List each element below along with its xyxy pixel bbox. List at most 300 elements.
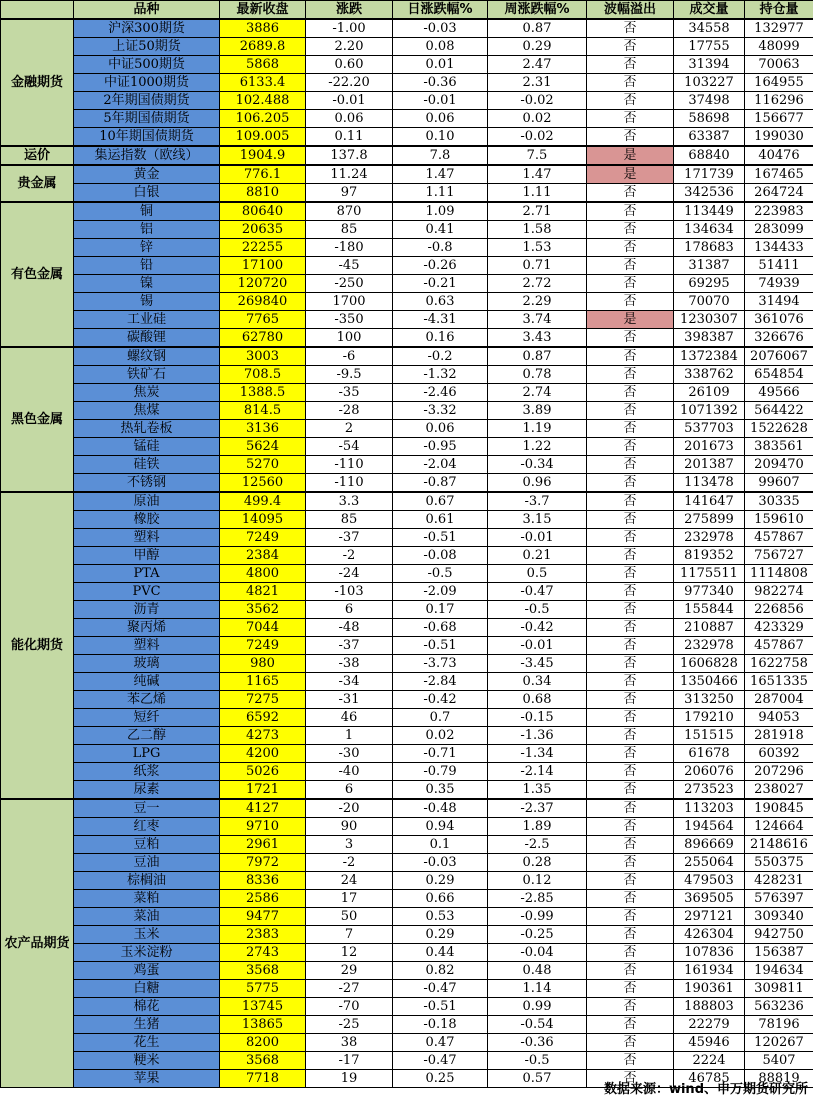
open-interest-cell: 209470 [745,456,813,474]
spill-flag-cell: 否 [587,962,674,980]
change-cell: -2 [306,854,393,872]
spill-flag-cell: 否 [587,547,674,565]
close-cell: 4127 [220,799,306,818]
change-cell: 2.20 [306,38,393,56]
open-interest-cell: 70063 [745,56,813,74]
open-interest-cell: 199030 [745,128,813,147]
change-cell: 137.8 [306,146,393,165]
change-cell: 19 [306,1070,393,1088]
weekly-pct-cell: 0.48 [488,962,587,980]
daily-pct-cell: 0.10 [393,128,488,147]
table-row [1,547,813,565]
daily-pct-cell: -0.03 [393,19,488,38]
volume-cell: 188803 [674,998,745,1016]
close-cell: 9710 [220,818,306,836]
close-cell: 8810 [220,184,306,203]
volume-cell: 37498 [674,92,745,110]
daily-pct-cell: 0.35 [393,781,488,800]
weekly-pct-cell: 2.74 [488,384,587,402]
table-row [1,239,813,257]
variety-cell: 粳米 [74,1052,220,1070]
daily-pct-cell: 0.02 [393,727,488,745]
volume-cell: 61678 [674,745,745,763]
close-cell: 2383 [220,926,306,944]
variety-cell: LPG [74,745,220,763]
spill-flag-cell: 否 [587,926,674,944]
table-row [1,474,813,493]
spill-flag-cell: 否 [587,275,674,293]
daily-pct-cell: 0.61 [393,511,488,529]
open-interest-cell: 132977 [745,19,813,38]
spill-flag-cell: 否 [587,1070,674,1088]
close-cell: 8200 [220,1034,306,1052]
daily-pct-cell: 7.8 [393,146,488,165]
volume-cell: 31394 [674,56,745,74]
daily-pct-cell: 0.29 [393,872,488,890]
spill-flag-cell: 否 [587,998,674,1016]
volume-cell: 161934 [674,962,745,980]
daily-pct-cell: 0.41 [393,221,488,239]
variety-cell: 沥青 [74,601,220,619]
variety-cell: 鸡蛋 [74,962,220,980]
weekly-pct-cell: -3.7 [488,492,587,511]
open-interest-cell: 60392 [745,745,813,763]
weekly-pct-cell: 0.12 [488,872,587,890]
open-interest-cell: 223983 [745,202,813,221]
change-cell: -38 [306,655,393,673]
table-row [1,165,813,184]
change-cell: -28 [306,402,393,420]
close-cell: 3136 [220,420,306,438]
open-interest-cell: 94053 [745,709,813,727]
variety-cell: 豆粕 [74,836,220,854]
weekly-pct-cell: 0.02 [488,110,587,128]
spill-flag-cell: 否 [587,239,674,257]
change-cell: -70 [306,998,393,1016]
weekly-pct-cell: 3.89 [488,402,587,420]
spill-flag-cell: 否 [587,1052,674,1070]
daily-pct-cell: -0.87 [393,474,488,493]
variety-cell: 锡 [74,293,220,311]
spill-flag-cell: 否 [587,1016,674,1034]
daily-pct-cell: 1.09 [393,202,488,221]
daily-pct-cell: -0.42 [393,691,488,709]
variety-cell: 焦炭 [74,384,220,402]
change-cell: -48 [306,619,393,637]
volume-cell: 141647 [674,492,745,511]
daily-pct-cell: 0.82 [393,962,488,980]
close-cell: 2689.8 [220,38,306,56]
daily-pct-cell: 0.16 [393,329,488,348]
volume-cell: 338762 [674,366,745,384]
open-interest-cell: 2076067 [745,347,813,366]
daily-pct-cell: -3.73 [393,655,488,673]
open-interest-cell: 49566 [745,384,813,402]
volume-cell: 1230307 [674,311,745,329]
change-cell: 7 [306,926,393,944]
daily-pct-cell: -0.68 [393,619,488,637]
variety-cell: 菜油 [74,908,220,926]
weekly-pct-cell: 0.68 [488,691,587,709]
table-row [1,221,813,239]
variety-cell: 5年期国债期货 [74,110,220,128]
close-cell: 7275 [220,691,306,709]
table-row [1,565,813,583]
group-label: 运价 [1,146,74,165]
volume-cell: 194564 [674,818,745,836]
close-cell: 2743 [220,944,306,962]
spill-flag-cell: 否 [587,799,674,818]
open-interest-cell: 457867 [745,529,813,547]
volume-cell: 398387 [674,329,745,348]
weekly-pct-cell: 0.57 [488,1070,587,1088]
close-cell: 814.5 [220,402,306,420]
table-row [1,184,813,203]
spill-flag-cell: 是 [587,311,674,329]
spill-flag-cell: 否 [587,565,674,583]
weekly-pct-cell: -2.5 [488,836,587,854]
daily-pct-cell: -0.01 [393,92,488,110]
daily-pct-cell: 0.7 [393,709,488,727]
change-cell: -35 [306,384,393,402]
volume-cell: 151515 [674,727,745,745]
daily-pct-cell: 0.44 [393,944,488,962]
table-row [1,19,813,38]
spill-flag-cell: 否 [587,74,674,92]
volume-cell: 190361 [674,980,745,998]
volume-cell: 232978 [674,637,745,655]
table-row [1,980,813,998]
open-interest-cell: 309811 [745,980,813,998]
volume-cell: 46785 [674,1070,745,1088]
variety-cell: 红枣 [74,818,220,836]
volume-cell: 68840 [674,146,745,165]
change-cell: -31 [306,691,393,709]
variety-cell: 纯碱 [74,673,220,691]
weekly-pct-cell: 2.31 [488,74,587,92]
variety-cell: 塑料 [74,637,220,655]
table-row [1,311,813,329]
spill-flag-cell: 否 [587,511,674,529]
daily-pct-cell: -0.79 [393,763,488,781]
variety-cell: 中证500期货 [74,56,220,74]
weekly-pct-cell: 0.5 [488,565,587,583]
open-interest-cell: 134433 [745,239,813,257]
spill-flag-cell: 否 [587,474,674,493]
variety-cell: 铝 [74,221,220,239]
weekly-pct-cell: 2.29 [488,293,587,311]
variety-cell: 不锈钢 [74,474,220,493]
variety-cell: 尿素 [74,781,220,800]
change-cell: 24 [306,872,393,890]
open-interest-cell: 156387 [745,944,813,962]
volume-cell: 1350466 [674,673,745,691]
close-cell: 13745 [220,998,306,1016]
close-cell: 3568 [220,962,306,980]
volume-cell: 45946 [674,1034,745,1052]
table-row [1,781,813,800]
table-row [1,926,813,944]
table-row [1,402,813,420]
close-cell: 109.005 [220,128,306,147]
table-row [1,384,813,402]
volume-cell: 22279 [674,1016,745,1034]
variety-cell: 短纤 [74,709,220,727]
close-cell: 3562 [220,601,306,619]
spill-flag-cell: 否 [587,781,674,800]
table-row [1,691,813,709]
volume-cell: 69295 [674,275,745,293]
data-source-note: 数据来源：wind、申万期货研究所 [603,1082,808,1097]
open-interest-cell: 383561 [745,438,813,456]
table-row [1,908,813,926]
daily-pct-cell: -0.48 [393,799,488,818]
daily-pct-cell: 1.47 [393,165,488,184]
group-label: 贵金属 [1,165,74,202]
table-row [1,601,813,619]
open-interest-cell: 1522628 [745,420,813,438]
volume-cell: 297121 [674,908,745,926]
variety-cell: 豆一 [74,799,220,818]
close-cell: 2384 [220,547,306,565]
spill-flag-cell: 否 [587,655,674,673]
close-cell: 12560 [220,474,306,493]
table-row [1,511,813,529]
variety-cell: 硅铁 [74,456,220,474]
close-cell: 499.4 [220,492,306,511]
open-interest-cell: 40476 [745,146,813,165]
variety-cell: 菜粕 [74,890,220,908]
variety-cell: 中证1000期货 [74,74,220,92]
close-cell: 5026 [220,763,306,781]
close-cell: 62780 [220,329,306,348]
close-cell: 6133.4 [220,74,306,92]
daily-pct-cell: -0.21 [393,275,488,293]
weekly-pct-cell: -3.45 [488,655,587,673]
open-interest-cell: 164955 [745,74,813,92]
weekly-pct-cell: 3.15 [488,511,587,529]
change-cell: -34 [306,673,393,691]
spill-flag-cell: 否 [587,583,674,601]
spill-flag-cell: 否 [587,763,674,781]
volume-cell: 255064 [674,854,745,872]
close-cell: 708.5 [220,366,306,384]
spill-flag-cell: 否 [587,366,674,384]
change-cell: 0.11 [306,128,393,147]
change-cell: 11.24 [306,165,393,184]
change-cell: -27 [306,980,393,998]
daily-pct-cell: -0.26 [393,257,488,275]
variety-cell: 铜 [74,202,220,221]
variety-cell: 铁矿石 [74,366,220,384]
weekly-pct-cell: 2.47 [488,56,587,74]
table-row [1,1034,813,1052]
open-interest-cell: 264724 [745,184,813,203]
daily-pct-cell: -2.84 [393,673,488,691]
change-cell: 870 [306,202,393,221]
change-cell: -25 [306,1016,393,1034]
group-label: 金融期货 [1,19,74,146]
volume-cell: 2224 [674,1052,745,1070]
change-cell: -45 [306,257,393,275]
close-cell: 1165 [220,673,306,691]
close-cell: 1904.9 [220,146,306,165]
volume-cell: 426304 [674,926,745,944]
spill-flag-cell: 否 [587,56,674,74]
weekly-pct-cell: 0.78 [488,366,587,384]
spill-flag-cell: 否 [587,1034,674,1052]
weekly-pct-cell: 0.29 [488,38,587,56]
group-label: 有色金属 [1,202,74,347]
weekly-pct-cell: 1.19 [488,420,587,438]
weekly-pct-cell: -0.5 [488,1052,587,1070]
close-cell: 269840 [220,293,306,311]
daily-pct-cell: -4.31 [393,311,488,329]
daily-pct-cell: -1.32 [393,366,488,384]
daily-pct-cell: -0.8 [393,239,488,257]
volume-cell: 171739 [674,165,745,184]
close-cell: 6592 [220,709,306,727]
table-row [1,92,813,110]
weekly-pct-cell: -0.5 [488,601,587,619]
change-cell: 1 [306,727,393,745]
open-interest-cell: 167465 [745,165,813,184]
change-cell: 6 [306,601,393,619]
open-interest-cell: 423329 [745,619,813,637]
change-cell: -30 [306,745,393,763]
open-interest-cell: 563236 [745,998,813,1016]
weekly-pct-cell: 1.22 [488,438,587,456]
spill-flag-cell: 否 [587,402,674,420]
change-cell: -37 [306,637,393,655]
change-cell: -350 [306,311,393,329]
volume-cell: 537703 [674,420,745,438]
spill-flag-cell: 否 [587,908,674,926]
volume-cell: 273523 [674,781,745,800]
daily-pct-cell: -0.51 [393,637,488,655]
open-interest-cell: 74939 [745,275,813,293]
close-cell: 5775 [220,980,306,998]
change-cell: -103 [306,583,393,601]
header-cell-volatility-spill: 波幅溢出 [587,1,674,20]
volume-cell: 232978 [674,529,745,547]
header-cell-daily-change-pct: 日涨跌幅% [393,1,488,20]
daily-pct-cell: 0.29 [393,926,488,944]
weekly-pct-cell: -0.02 [488,128,587,147]
spill-flag-cell: 否 [587,257,674,275]
table-row [1,492,813,511]
variety-cell: 纸浆 [74,763,220,781]
daily-pct-cell: -0.95 [393,438,488,456]
table-row [1,655,813,673]
volume-cell: 103227 [674,74,745,92]
weekly-pct-cell: 1.53 [488,239,587,257]
close-cell: 13865 [220,1016,306,1034]
volume-cell: 34558 [674,19,745,38]
table-row [1,1052,813,1070]
table-row [1,854,813,872]
weekly-pct-cell: -0.25 [488,926,587,944]
open-interest-cell: 756727 [745,547,813,565]
daily-pct-cell: -0.51 [393,998,488,1016]
group-label: 黑色金属 [1,347,74,492]
weekly-pct-cell: -0.15 [488,709,587,727]
variety-cell: 苹果 [74,1070,220,1088]
volume-cell: 977340 [674,583,745,601]
close-cell: 2961 [220,836,306,854]
weekly-pct-cell: 7.5 [488,146,587,165]
change-cell: 100 [306,329,393,348]
close-cell: 3886 [220,19,306,38]
open-interest-cell: 576397 [745,890,813,908]
spill-flag-cell: 否 [587,19,674,38]
spill-flag-cell: 否 [587,836,674,854]
table-row [1,637,813,655]
close-cell: 17100 [220,257,306,275]
weekly-pct-cell: 1.35 [488,781,587,800]
volume-cell: 155844 [674,601,745,619]
open-interest-cell: 283099 [745,221,813,239]
spill-flag-cell: 否 [587,420,674,438]
header-cell-latest-close: 最新收盘 [220,1,306,20]
daily-pct-cell: -0.08 [393,547,488,565]
header-cell-group [1,1,74,20]
change-cell: 97 [306,184,393,203]
open-interest-cell: 48099 [745,38,813,56]
variety-cell: 白糖 [74,980,220,998]
change-cell: 17 [306,890,393,908]
spill-flag-cell: 否 [587,347,674,366]
daily-pct-cell: 0.25 [393,1070,488,1088]
volume-cell: 342536 [674,184,745,203]
spill-flag-cell: 否 [587,221,674,239]
close-cell: 106.205 [220,110,306,128]
variety-cell: 螺纹钢 [74,347,220,366]
header-row [1,1,813,20]
spill-flag-cell: 否 [587,637,674,655]
open-interest-cell: 30335 [745,492,813,511]
close-cell: 22255 [220,239,306,257]
daily-pct-cell: 0.08 [393,38,488,56]
change-cell: 3.3 [306,492,393,511]
table-row [1,128,813,147]
variety-cell: 甲醇 [74,547,220,565]
change-cell: -40 [306,763,393,781]
close-cell: 1721 [220,781,306,800]
header-cell-open-interest: 持仓量 [745,1,813,20]
change-cell: -20 [306,799,393,818]
open-interest-cell: 564422 [745,402,813,420]
weekly-pct-cell: -1.34 [488,745,587,763]
table-row [1,818,813,836]
weekly-pct-cell: 0.21 [488,547,587,565]
close-cell: 5270 [220,456,306,474]
table-row [1,74,813,92]
change-cell: 85 [306,221,393,239]
variety-cell: 乙二醇 [74,727,220,745]
daily-pct-cell: -2.46 [393,384,488,402]
open-interest-cell: 99607 [745,474,813,493]
change-cell: -37 [306,529,393,547]
volume-cell: 107836 [674,944,745,962]
change-cell: 29 [306,962,393,980]
change-cell: 90 [306,818,393,836]
table-row [1,329,813,348]
variety-cell: 聚丙烯 [74,619,220,637]
weekly-pct-cell: 1.11 [488,184,587,203]
open-interest-cell: 1622758 [745,655,813,673]
weekly-pct-cell: 3.74 [488,311,587,329]
